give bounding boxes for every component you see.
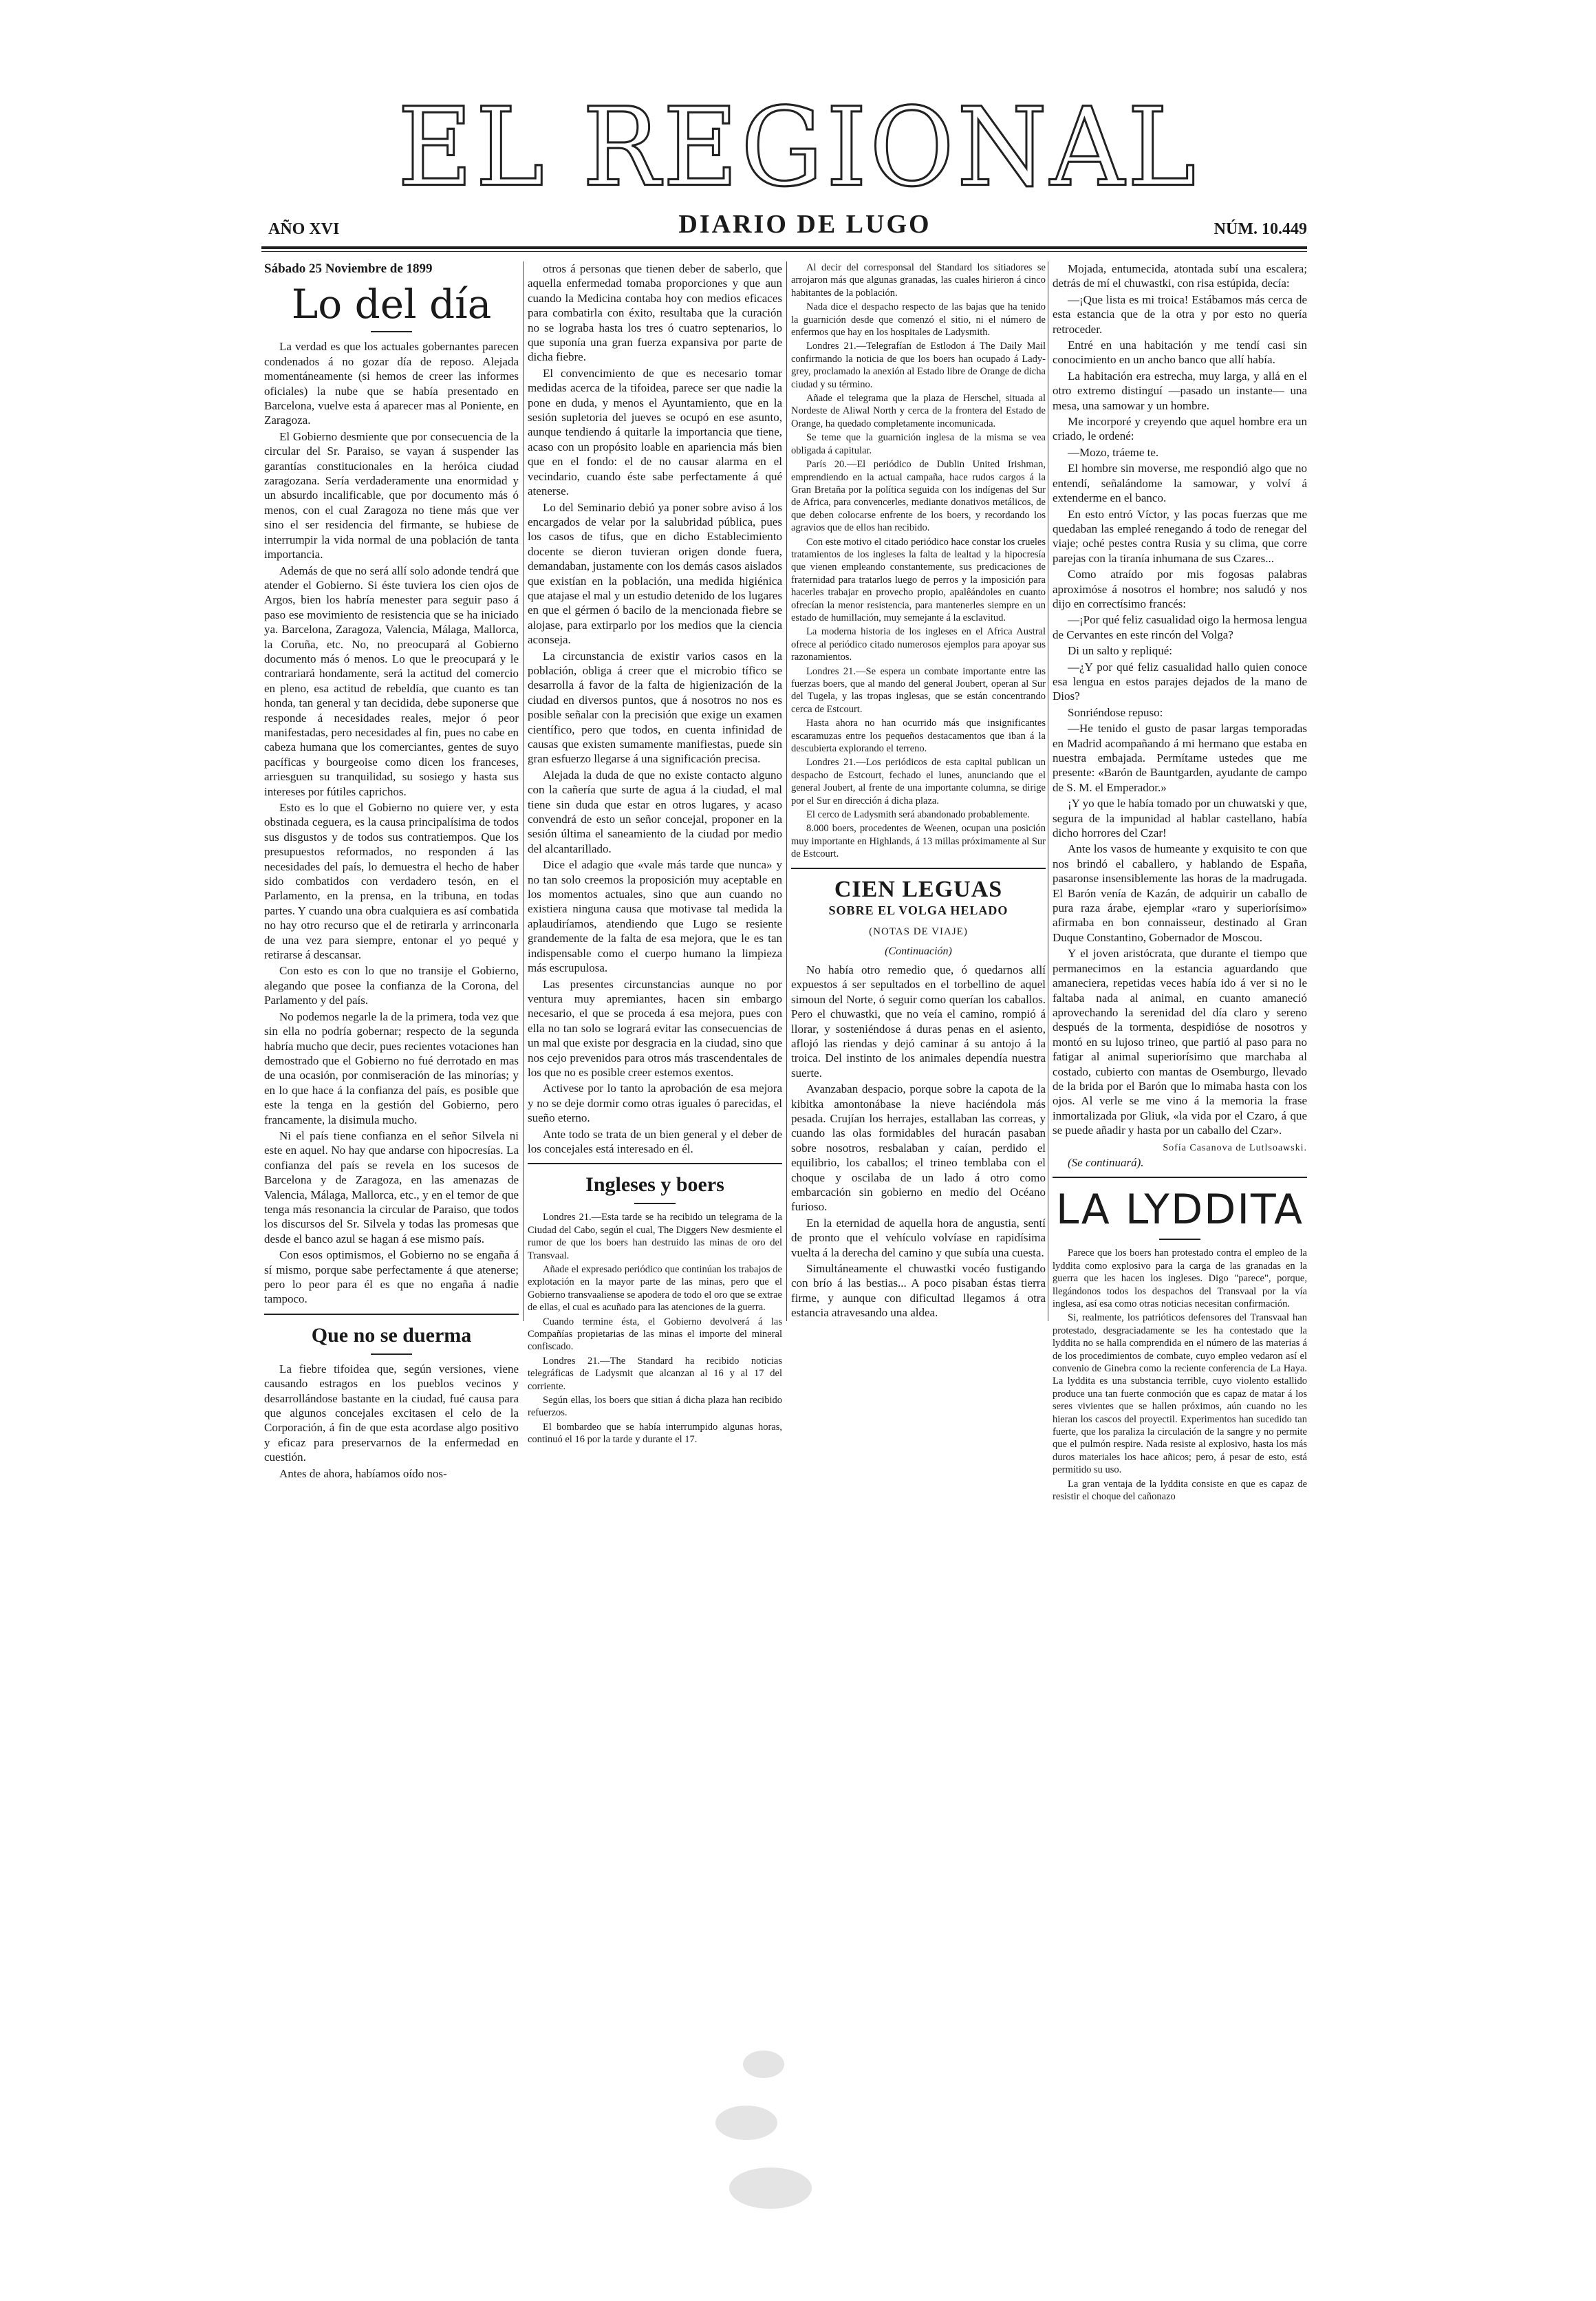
- article-paragraph: No podemos negarle la de la primera, toda vez que sin ella no podría gobernar; respecto de la segunda habría mucho que decir, pues recientes votaciones han demostrado que el Gobierno no fué derrotado en mas de una ocasión, por conmiseración de las minorías; y en lo que hace á la confianza del país, es posible que este la tenga en la gestión del Gobierno, pero francamente, la disimula mucho.: [264, 1009, 519, 1126]
- lo-del-dia-heading: Lo del día: [291, 281, 492, 328]
- article-paragraph: Entré en una habitación y me tendí casi sin conocimiento en un ancho banco que allí había.: [1053, 339, 1307, 367]
- article-paragraph: Y el joven aristócrata, que durante el tiempo que permanecimos en la estancia aguardando que amaneciera, repetidas veces había ido á ver si no le faltaba nada al animal, en cuanto amaneció aprovechando la serenidad del día claro y sereno después de la tormenta, despidióse de nosotros y montó en su lujoso trineo, que partió al paso para no fatigar al animal superiorísimo que marchaba al costado, cubierto con mantas de Osemburgo, llevado de la brida por el Barón que lo mimaba hasta con los ojos. Al verle se me vino á la memoria la frase inmortalizada por Gliuk, «la vida por el Czaro, á que se puede añadir y hasta por un caballo del Czar».: [1053, 947, 1307, 1137]
- ingleses-y-boers-heading: Ingleses y boers: [585, 1173, 724, 1197]
- article-paragraph: Con esos optimismos, el Gobierno no se engaña á sí mismo, porque sabe perfectamente á que atenerse; pero lo peor para él es que no engaña á nadie tampoco.: [264, 1248, 519, 1306]
- article-paragraph: Añade el expresado periódico que continúan los trabajos de explotación en la mayor parte de las minas, pero que el Gobierno transvaaliense se apodera de todo el oro que se extrae de ellas, el cual es acuñado para las atenciones de la guerra.: [528, 1264, 782, 1314]
- article-paragraph: Como atraído por mis fogosas palabras aproximóse á nosotros el hombre; nos saludó y nos dijo en correctísimo francés:: [1053, 568, 1307, 610]
- la-lyddita-heading: LA LYDDITA: [1055, 1186, 1304, 1234]
- article-paragraph: Londres 21.—Telegrafían de Estlodon á The Daily Mail confirmando la noticia de que los boers han ocupado á Lady-grey, proclamado la anexión al Estado libre de Orange de dicha ciudad y su término.: [791, 341, 1046, 390]
- continuation-label: (Continuación): [885, 945, 952, 957]
- article-paragraph: La gran ventaja de la lyddita consiste en que es capaz de resistir el choque del cañonazo: [1053, 1478, 1307, 1503]
- scan-speckle: [729, 2168, 812, 2209]
- scan-speckle: [743, 2051, 784, 2078]
- notes-label: (NOTAS DE VIAJE): [869, 926, 968, 938]
- cien-leguas-subtitle: SOBRE EL VOLGA HELADO: [828, 903, 1009, 917]
- divider: [371, 1353, 412, 1355]
- article-paragraph: Además de que no será allí solo adonde tendrá que atender el Gobierno. Si éste tuviera los cien ojos de Argos, bien los habría menester para seguir paso á paso ese movimiento de resistencia que se ha iniciado ya. Barcelona, Zaragoza, Valencia, Málaga, Mallorca, la Coruña, etc. No, no preocupará al Gobierno documento más ó menos. Lo que le preocupará y le contrariará hondamente, será la actitud del comercio en pleno, esa actitud de rebeldía, que cuanto es tan honda, tan general y tan decidida, debe suponerse que responde á necesidades reales, mejor ó peor manifestadas, pero necesidades al fin, pues no cabe en cabeza humana que los comerciantes, gentes de suyo pacíficas y bourgeoise como dicen los franceses, arriesguen su tranquilidad, su sosiego y hasta sus intereses por fútiles caprichos.: [264, 564, 519, 798]
- divider: [1159, 1239, 1200, 1240]
- article-paragraph: El hombre sin moverse, me respondió algo que no entendí, señalándome la samowar, y volví á extenderme en el banco.: [1053, 462, 1307, 505]
- column-1: [264, 261, 519, 1480]
- article-paragraph: La habitación era estrecha, muy larga, y allá en el otro extremo distinguí —pasado un instante— una mesa, una samowar y un hombre.: [1053, 369, 1307, 412]
- article-paragraph: Ante todo se trata de un bien general y el deber de los concejales está interesado en él.: [528, 1127, 782, 1155]
- article-paragraph: —¿Y por qué feliz casualidad hallo quien conoce esa lengua en estos parajes dejados de la mano de Dios?: [1053, 660, 1307, 703]
- article-paragraph: Con este motivo el citado periódico hace constar los crueles tratamientos de los ingleses la falta de lealtad y la hipocresía que vienen empleando constantemente, sus predicaciones de fraternidad para tratarlos luego de perros y la imposición para hacerles trabajar en provecho propio, apalêándoles en cuanto ofrecían la menor resistencia, para mantenerles siempre en un estado de humillación, muy semejante á la esclavitud.: [791, 536, 1046, 623]
- section-divider: [791, 868, 1046, 869]
- section-divider: [264, 1314, 519, 1315]
- article-paragraph: Al decir del corresponsal del Standard los sitiadores se arrojaron más que algunas granadas, las cuales hirieron á cinco habitantes de la población.: [791, 262, 1046, 299]
- article-paragraph: El cerco de Ladysmith será abandonado probablemente.: [806, 809, 1030, 821]
- article-paragraph: Con esto es con lo que no transije el Gobierno, alegando que posee la confianza de la Corona, del Parlamento y del país.: [264, 964, 519, 1007]
- que-no-se-duerma-heading: Que no se duerma: [311, 1323, 472, 1347]
- masthead-rule-thin: [261, 251, 1307, 252]
- article-paragraph: Londres 21.—The Standard ha recibido noticias telegráficas de Ladysmit que alcanzan al 16 y al 17 del corriente.: [528, 1355, 782, 1392]
- article-paragraph: La fiebre tifoidea que, según versiones, viene causando estragos en los pueblos vecinos y desarrollándose bastante en la ciudad, fué causa para que algunos concejales excitasen el celo de la Corporación, á fin de que esta acordase algo positivo y eficaz para preservarnos de la enfermedad en cuestión.: [264, 1362, 519, 1464]
- article-paragraph: La circunstancia de existir varios casos en la población, obliga á creer que el microbio tífico se desarrolla á favor de la falta de higienización de la ciudad en diversos puntos, que á nosotros no nos es posible señalar con la precisión que exige un examen científico, pero que todos, en cuenta infinidad de causas que existen sumamente manifiestas, puede sin gran esfuerzo llegarse á una significación precisa.: [528, 649, 782, 766]
- article-paragraph: Se teme que la guarnición inglesa de la misma se vea obligada á capitular.: [791, 432, 1046, 456]
- article-paragraph: Ante los vasos de humeante y exquisito te con que nos brindó el caballero, y hablando de España, pasaronse insensiblemente las horas de la madrugada. El Barón venía de Kazán, de adquirir un caballo de pura raza árabe, ejemplar «raro y superiorísimo» afirmaba en bon connaisseur, destinado al Gran Duque Constantino, Gobernador de Moscou.: [1053, 842, 1307, 944]
- to-be-continued: (Se continuará).: [1068, 1155, 1144, 1169]
- author-signature: Sofía Casanova de Lutlsoawski.: [1163, 1142, 1307, 1153]
- article-paragraph: Avanzaban despacio, porque sobre la capota de la kibitka amontonábase la nieve haciéndola más pesada. Crujían los herrajes, estallaban las correas, y cuando las olas formidables del huracán pasaban sobre nosotros, resbalaban y caían, perdido el equilibrio, los caballos; el trineo temblaba con el choque y oscilaba de un lado á otro como embarcación sin gobierno en medio del Océano furioso.: [791, 1082, 1046, 1214]
- divider: [371, 331, 412, 332]
- dateline: Sábado 25 Noviembre de 1899: [264, 261, 433, 276]
- article-paragraph: Cuando termine ésta, el Gobierno devolverá á las Compañías propietarias de las minas el importe del mineral confiscado.: [528, 1316, 782, 1353]
- article-paragraph: Londres 21.—Los periódicos de esta capital publican un despacho de Estcourt, fechado el lunes, anunciando que el general Joubert, al frente de una importante columna, se dirige por el Sur en dirección á dicha plaza.: [791, 757, 1046, 806]
- article-paragraph: Añade el telegrama que la plaza de Herschel, situada al Nordeste de Aliwal North y cerca de la frontera del Estado de Orange, ha quedado completamente incomunicada.: [791, 393, 1046, 429]
- column-2: [528, 261, 782, 1446]
- column-3: [791, 261, 1046, 1349]
- issue-number: NÚM. 10.449: [1214, 220, 1307, 238]
- section-divider: [1053, 1177, 1307, 1178]
- article-paragraph: El bombardeo que se había interrumpido algunas horas, continuó el 16 por la tarde y durante el 17.: [528, 1421, 782, 1446]
- article-paragraph: El convencimiento de que es necesario tomar medidas acerca de la tifoidea, parece ser que nadie la pone en duda, y menos el Ayuntamiento, que en la sesión supletoria del jueves se ocupó en ese asunto, aunque tendiendo á quitarle la importancia que tiene, acaso con un propósito loable en apariencia más bien que en el fondo: el de no causar alarma en el vecindario, cuando éste sabe perfectamente á qué atenerse.: [528, 366, 782, 498]
- cien-leguas-heading: CIEN LEGUAS: [834, 876, 1003, 902]
- article-paragraph: No había otro remedio que, ó quedarnos allí expuestos á ser sepultados en el torbellino de aquel simoun del Norte, ó seguir como querían los caballos. Pero el chuwastki, que no veía el camino, rompió á llorar, y sosteniéndose á duras penas en el asiento, aflojó las riendas y dejó caminar á su antojo á la troica. Del instinto de los animales dependía nuestra suerte.: [791, 963, 1046, 1080]
- article-paragraph: Esto es lo que el Gobierno no quiere ver, y esta obstinada ceguera, es la causa principalísima de todos sus disgustos y de todos sus contratiempos. Que los presupuestos reformados, no responden á las necesidades del país, lo demuestra el hecho de haber sido combatidos con verdadero tesón, en el Parlamento, en la prensa, en la tribuna, en todas partes. Y cuando una obra cualquiera es así combatida no hay otro recurso que el de retirarla y arrinconarla de una vez para siempre, entonar el yo pequé y retirarse á descansar.: [264, 801, 519, 962]
- masthead-title: EL REGIONAL: [397, 85, 1199, 211]
- article-paragraph: En esto entró Víctor, y las pocas fuerzas que me quedaban las empleé renegando á todo de renegar del viaje; oché pestes contra Rusia y su clima, que corre parejas con la tiranía inhumana de sus Czares...: [1053, 507, 1307, 565]
- article-paragraph: La moderna historia de los ingleses en el Africa Austral ofrece al periódico citado numerosos ejemplos para apoyar sus razonamientos.: [791, 626, 1046, 663]
- article-paragraph: Simultáneamente el chuwastki vocéo fustigando con brío á las bestias... A poco pisaban éstas tierra firme, y aunque con dificultad llegamos á otra estancia atravesando una aldea.: [791, 1262, 1046, 1320]
- article-paragraph: —¡Que lista es mi troica! Estábamos más cerca de esta estancia que de la otra y por esto no quería retroceder.: [1053, 292, 1307, 336]
- article-paragraph: Hasta ahora no han ocurrido más que insignificantes escaramuzas entre los pequeños destacamentos que iban á la descubierta explorando el terreno.: [791, 718, 1046, 755]
- article-paragraph: Ni el país tiene confianza en el señor Silvela ni este en aquel. No hay que andarse con hipocresías. La confianza del país se revela en los sucesos de Barcelona y de Zaragoza, en las amenazas de Valencia, Málaga, Mallorca, etc., y en el temor de que tenga más resonancia la circular de Paraiso, que todos los discursos del Sr. Silvela y todas las promesas que desde el banco azul se hagan á ese mismo país.: [264, 1128, 519, 1245]
- article-paragraph: Mojada, entumecida, atontada subí una escalera; detrás de mí el chuwastki, con risa estúpida, decía:: [1053, 262, 1307, 290]
- year-label: AÑO XVI: [268, 220, 340, 238]
- article-paragraph: otros á personas que tienen deber de saberlo, que aquella enfermedad tomaba proporciones y que aun cuando la Medicina contaba hoy con medios eficaces para combatirla con éxito, resultaba que la curación no se lograba hasta los tres ó cuatro septenarios, lo que suponía una gran fuerza expansiva por parte de dicha fiebre.: [528, 262, 782, 364]
- article-paragraph: En la eternidad de aquella hora de angustia, sentí de pronto que el vehículo volvíase en rapidísima vuelta á la derecha del camino y que subía una cuesta.: [791, 1216, 1046, 1259]
- article-paragraph: Si, realmente, los patrióticos defensores del Transvaal han protestado, desgraciadamente se les ha contestado que la lyddita no se halla comprendida en el número de las materias á de los procedimientos de combate, cuyo empleo vedaron así el convenio de Ginebra como la reciente conferencia de La Haya. La lyddita es una substancia terrible, cuyo violento estallido produce una tan fuerte conmoción que es capaz de matar á los seres vivientes que se hallen próximos, aún cuando no les hieran los cascos del proyectil. Experimentos han sucedido tan fuerte, que los paraliza la circulación de la sangre y no permite que el pulmón respire. Nada resiste al explosivo, hasta los más duros materiales los hace añicos; pero, á pesar de esto, está permitido su uso.: [1053, 1312, 1307, 1476]
- article-paragraph: ¡Y yo que le había tomado por un chuwatski y que, segura de la impunidad al hablar castellano, había dicho horrores del Czar!: [1053, 797, 1307, 840]
- article-paragraph: Nada dice el despacho respecto de las bajas que ha tenido la guarnición desde que comenzó el sitio, ni el número de enfermos que hay en los hospitales de Ladysmith.: [791, 301, 1046, 339]
- article-paragraph: Di un salto y repliqué:: [1068, 644, 1173, 658]
- article-paragraph: Londres 21.—Se espera un combate importante entre las fuerzas boers, que al mando del general Joubert, operan al Sur del Tugela, y las tropas inglesas, que se están concentrando cerca de Estcourt.: [791, 665, 1046, 715]
- column-divider: [523, 261, 524, 1321]
- article-paragraph: Antes de ahora, habíamos oído nos-: [279, 1466, 447, 1480]
- scan-speckle: [715, 2106, 777, 2140]
- article-paragraph: El Gobierno desmiente que por consecuencia de la circular del Sr. Paraiso, se vayan á suspender las garantías constitucionales en la heróica ciudad zaragozana. Sería verdaderamente una enormidad y un absurdo incalificable, que por documento más ó menos, con el cual Zaragoza no tiene más que ver sino el ser residencia del firmante, se hubiese de interrumpir la vida normal de una población de tanta importancia.: [264, 429, 519, 561]
- article-paragraph: Lo del Seminario debió ya poner sobre aviso á los encargados de velar por la salubridad pública, pues los casos de tifus, que en dicho Establecimiento docente se dieron tuvieran origen donde fuera, demandaban, justamente con los demás casos aislados que existían en la población, una medida higiénica que atajase el mal y un estudio detenido de los lugares en que el gérmen ó bacilo de la mencionada fiebre se alojase, para extirparlo por los medios que la ciencia aconseja.: [528, 500, 782, 647]
- article-paragraph: Activese por lo tanto la aprobación de esa mejora y no se deje dormir como otras iguales ó parecidas, el sueño eterno.: [528, 1082, 782, 1125]
- article-paragraph: Las presentes circunstancias aunque no por ventura muy apremiantes, hacen sin embargo necesario, el que se proceda á esa mejora, pues con ella no tan solo se logrará evitar las consecuencias de un mal que existe por desgracia en la ciudad, sino que nos cejo prevenidos para otros más trascendentales de los que no es posible creer estemos exentos.: [528, 977, 782, 1079]
- article-paragraph: Londres 21.—Esta tarde se ha recibido un telegrama de la Ciudad del Cabo, según el cual, The Diggers New desmiente el rumor de que los boers han destruido las minas de oro del Transvaal.: [528, 1212, 782, 1261]
- article-paragraph: Según ellas, los boers que sitian á dicha plaza han recibido refuerzos.: [528, 1395, 782, 1419]
- article-paragraph: —Mozo, tráeme te.: [1068, 445, 1159, 459]
- masthead-rule: [261, 246, 1307, 249]
- column-4: [1053, 261, 1307, 1503]
- article-paragraph: Dice el adagio que «vale más tarde que nunca» y no tan solo creemos la proposición muy aceptable en los momentos actuales, sino que aun cuando no existiera ninguna causa que motivase tal medida la aplaudiríamos, atendiendo que Lugo se resiente grandemente de la falta de esa mejora, que le es tan indispensable como el cuerpo humano la limpieza más escrupulosa.: [528, 858, 782, 975]
- article-paragraph: Me incorporé y creyendo que aquel hombre era un criado, le ordené:: [1053, 415, 1307, 443]
- article-paragraph: —¡Por qué feliz casualidad oigo la hermosa lengua de Cervantes en este rincón del Volga?: [1053, 613, 1307, 641]
- article-paragraph: Parece que los boers han protestado contra el empleo de la lyddita como explosivo para la carga de las granadas en la guerra que les hacen los ingleses. Digo "parece", porque, llegándonos todos los despachos del Transvaal por la vía inglesa, así esa como otras noticias necesitan confirmación.: [1053, 1248, 1307, 1309]
- article-paragraph: Alejada la duda de que no existe contacto alguno con la cañería que surte de agua á la ciudad, el mal tiene sin duda que estar en otros lugares, y acaso convendrá de esto un señor concejal, proponer en la sesión última el saneamiento de la ciudad por medio del alcantarillado.: [528, 768, 782, 855]
- section-divider: [528, 1163, 782, 1164]
- article-paragraph: Sonriéndose repuso:: [1068, 705, 1163, 719]
- article-paragraph: —He tenido el gusto de pasar largas temporadas en Madrid acompañando á mi hermano que estaba en nuestra embajada. Permítame ustedes que me presente: «Barón de Bauntgarden, ayudante de campo de S. M. el Emperador.»: [1053, 722, 1307, 794]
- column-divider: [786, 261, 787, 1321]
- article-paragraph: La verdad es que los actuales gobernantes parecen condenados á no gozar día de reposo. Alejada momentáneamente (si hemos de creer las informes oficiales) la nube que se había presentado en Barcelona, vuelve esta á aparecer mas al Poniente, en Zaragoza.: [264, 340, 519, 427]
- article-paragraph: París 20.—El periódico de Dublin United Irishman, emprendiendo en la actual campaña, hace rudos cargos á la Gran Bretaña por la política seguida con los indígenas del Sur de Africa, para convencerles, mediante donativos metálicos, de que deben colocarse enfrente de los boers, y recordando los agravios que de ellos han recibido.: [791, 459, 1046, 534]
- divider: [634, 1203, 676, 1204]
- article-paragraph: 8.000 boers, procedentes de Weenen, ocupan una posición muy importante en Highlands, á 13 millas próximamente al Sur de Estcourt.: [791, 823, 1046, 860]
- masthead-subtitle: DIARIO DE LUGO: [678, 210, 931, 239]
